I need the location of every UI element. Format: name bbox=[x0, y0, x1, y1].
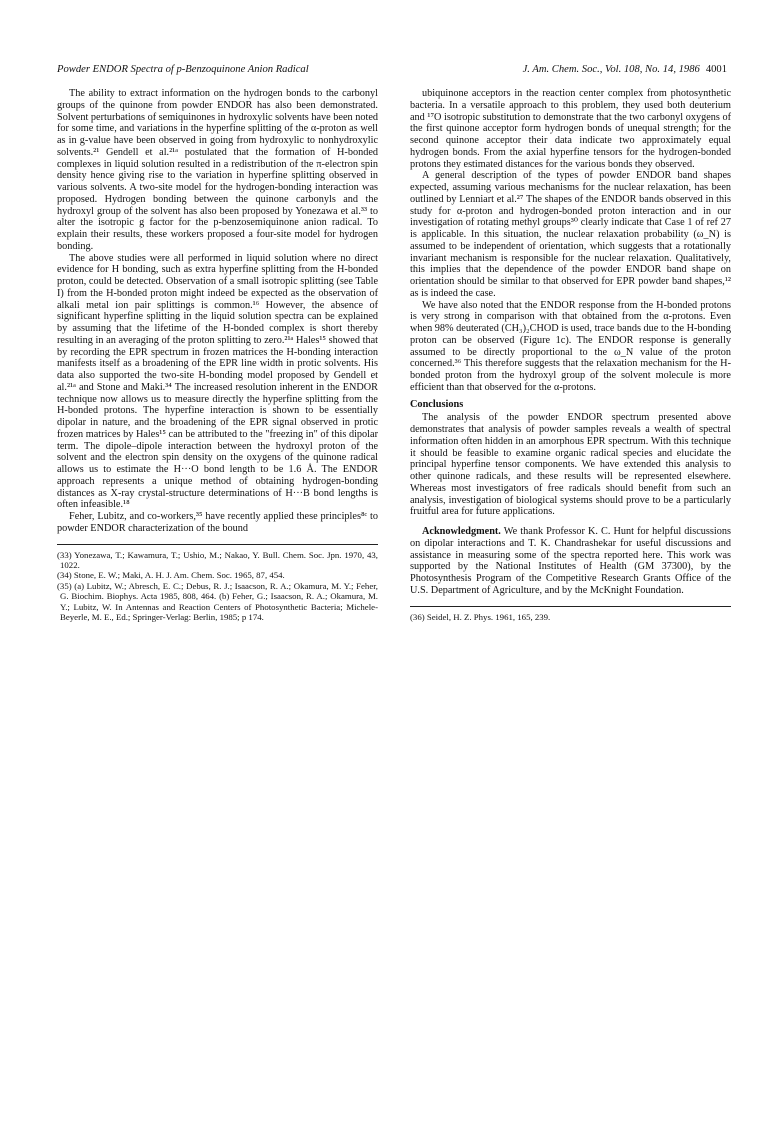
page-number: 4001 bbox=[705, 64, 727, 75]
acknowledgment-text: We thank Professor K. C. Hunt for helpful discussions on dipolar interactions and T. K. Chandrashekar for useful discussions and assistance in measuring some of the spectra reported here. This work was supported by the National Institutes of Health (GM 37300), by the Photosynthesis Program of the Competitive Research Grants Office of the U.S. Department of Agriculture, and by the McKnight Foundation. bbox=[410, 526, 731, 596]
body-paragraph: The above studies were all performed in liquid solution where no direct evidence for H bonding, such as extra hyperfine splitting from the H-bonded proton, could be detected. Observation of a small isotropic splitting (see Table I) from the H-bonded proton might indeed be expected as the observation of alkali metal ion pair splittings is common.¹⁶ However, the absence of significant hyperfine splitting in the liquid solution spectra can be explained by assuming that the lifetime of the H-bonded complex is short thereby resulting in an averaging of the proton splitting to zero.²¹ᵃ Hales¹⁵ showed that by recording the EPR spectrum in frozen matrices the H-bonding interaction manifests itself as a broadening of the EPR line width in protic solvents. His data also supported the two-site H-bonding model proposed by Gendell et al.²¹ᵃ and Stone and Maki.³⁴ The increased resolution inherent in the ENDOR technique now allows us to measure directly the hyperfine splitting from the H-bonded protons. The hyperfine interaction is shown to be essentially dipolar in nature, and the broadening of the EPR signal observed in protic frozen matrices by Hales¹⁵ can be attributed to the "freezing in" of this dipolar term. The dipole–dipole interaction between the hydroxyl proton of the solvent and the electron spin density on the oxygens of the quinone radical allows us to estimate the H···O bond length to be 1.6 Å. The ENDOR approach represents a unique method of obtaining hydrogen-bonding distances as X-ray crystal-structure determinations of H···B bond lengths is often infeasible.¹⁸ bbox=[57, 252, 378, 511]
acknowledgment-paragraph bbox=[410, 526, 731, 597]
body-paragraph: We have also noted that the ENDOR response from the H-bonded protons is very strong in comparison with that obtained from the α-protons. Even when 98% deuterated (CH₃)₂CHOD is used, trace bands due to the H-bonding proton can be observed (Figure 1c). The ENDOR response is generally assumed to be directly proportional to the ω_N value of the proton concerned.³⁶ This therefore suggests that the relaxation mechanism for the H-bonded proton from the hydroxyl group of the solvent molecule is more efficient than that observed for the α-protons. bbox=[410, 299, 731, 393]
acknowledgment-heading: Acknowledgment. bbox=[422, 526, 501, 537]
body-paragraph: The ability to extract information on the hydrogen bonds to the carbonyl groups of the quinone from powder ENDOR has also been demonstrated. Solvent perturbations of semiquinones in hydroxylic solvents have been noted for some time, and variations in the hyperfine splitting of the α-proton as well as in g-value have been observed in going from hydroxylic to nonhydroxylic solvents.²¹ Gendell et al.²¹ᵃ postulated that the formation of H-bonded complexes in liquid solution resulted in a redistribution of the π-electron spin density hence giving rise to the variation in hyperfine splitting observed in various solvents. A two-site model for the hydrogen-bonding interaction was proposed. Hydrogen bonding between the quinone carbonyls and the hydroxyl group of the solvent has also been proposed by Yonezawa et al.³³ to alter the isotropic g factor for the p-benzosemiquinone anion radical. To explain their results, these workers proposed a four-site model for hydrogen bonding. bbox=[57, 88, 378, 252]
reference-list bbox=[410, 612, 731, 622]
body-paragraph: A general description of the types of powder ENDOR band shapes expected, assuming various mechanisms for the nuclear relaxation, has been outlined by Lenniart et al.²⁷ The shapes of the ENDOR bands observed in this study for α-proton and hydrogen-bonded proton interaction and in our investigation of rotating methyl groups³⁰ clearly indicate that Case 1 of ref 27 is applicable. In this situation, the nuclear relaxation probability (ω_N) is assumed to be independent of orientation, which suggests that a rotationally invariant mechanism is responsible for the nuclear relaxation. Qualitatively, this implies that the dependence of the powder ENDOR band shape on orientation should be similar to that observed for EPR powder band shapes,¹² as is indeed the case. bbox=[410, 170, 731, 299]
body-paragraph: Feher, Lubitz, and co-workers,³⁵ have recently applied these principles⁸ᶜ to powder ENDOR characterization of the bound bbox=[57, 511, 378, 534]
running-header bbox=[57, 64, 727, 80]
journal-citation: J. Am. Chem. Soc., Vol. 108, No. 14, 1986 bbox=[522, 64, 700, 75]
reference-item: (36) Seidel, H. Z. Phys. 1961, 165, 239. bbox=[410, 611, 551, 622]
reference-item: (33) Yonezawa, T.; Kawamura, T.; Ushio, M.; Nakao, Y. Bull. Chem. Soc. Jpn. 1970, 43, 1022. bbox=[57, 549, 378, 570]
reference-list bbox=[57, 550, 378, 622]
right-column bbox=[410, 88, 731, 622]
section-heading-conclusions: Conclusions bbox=[410, 398, 464, 410]
reference-item: (35) (a) Lubitz, W.; Abresch, E. C.; Debus, R. J.; Isaacson, R. A.; Okamura, M. Y.; Feher, G. Biochim. Biophys. Acta 1985, 808, 464. (b) Feher, G.; Isaacson, R. A.; Okamura, M. Y.; Lubitz, W. In Antennas and Reaction Centers of Photosynthetic Bacteria; Michele-Beyerle, M. E., Ed.; Springer-Verlag: Berlin, 1985; p 174. bbox=[57, 581, 378, 622]
reference-item: (34) Stone, E. W.; Maki, A. H. J. Am. Chem. Soc. 1965, 87, 454. bbox=[57, 570, 285, 581]
running-title: Powder ENDOR Spectra of p-Benzoquinone Anion Radical bbox=[57, 64, 309, 75]
left-column bbox=[57, 88, 378, 622]
footnote-rule bbox=[57, 544, 378, 545]
journal-citation-block bbox=[523, 64, 727, 75]
body-paragraph: ubiquinone acceptors in the reaction center complex from photosynthetic bacteria. In a versatile approach to this problem, they used both deuterium and ¹⁷O isotropic substitution to demonstrate that the two carbonyl oxygens of the first quinone acceptor form hydrogen bonds of unequal strength; for the second quinone acceptor their data indicate two approximately equal hydrogen bonds. From the axial hyperfine tensors for the hydrogen-bonded protons they estimated distances for the various bonds they observed. bbox=[410, 88, 731, 170]
footnote-rule bbox=[410, 606, 731, 607]
conclusions-paragraph: The analysis of the powder ENDOR spectrum presented above demonstrates that analysis of powder samples reveals a wealth of spectral information often hidden in an amorphous EPR spectrum. With this technique it should be feasible to examine organic radical species and elucidate the principal hyperfine tensor components. We have extended this analysis to other quinone radicals, and these results will be represented elsewhere. Whereas most investigators of free radicals should benefit from such an analysis, investigation of biological systems should prove to be a particularly fruitful area for future applications. bbox=[410, 412, 731, 518]
